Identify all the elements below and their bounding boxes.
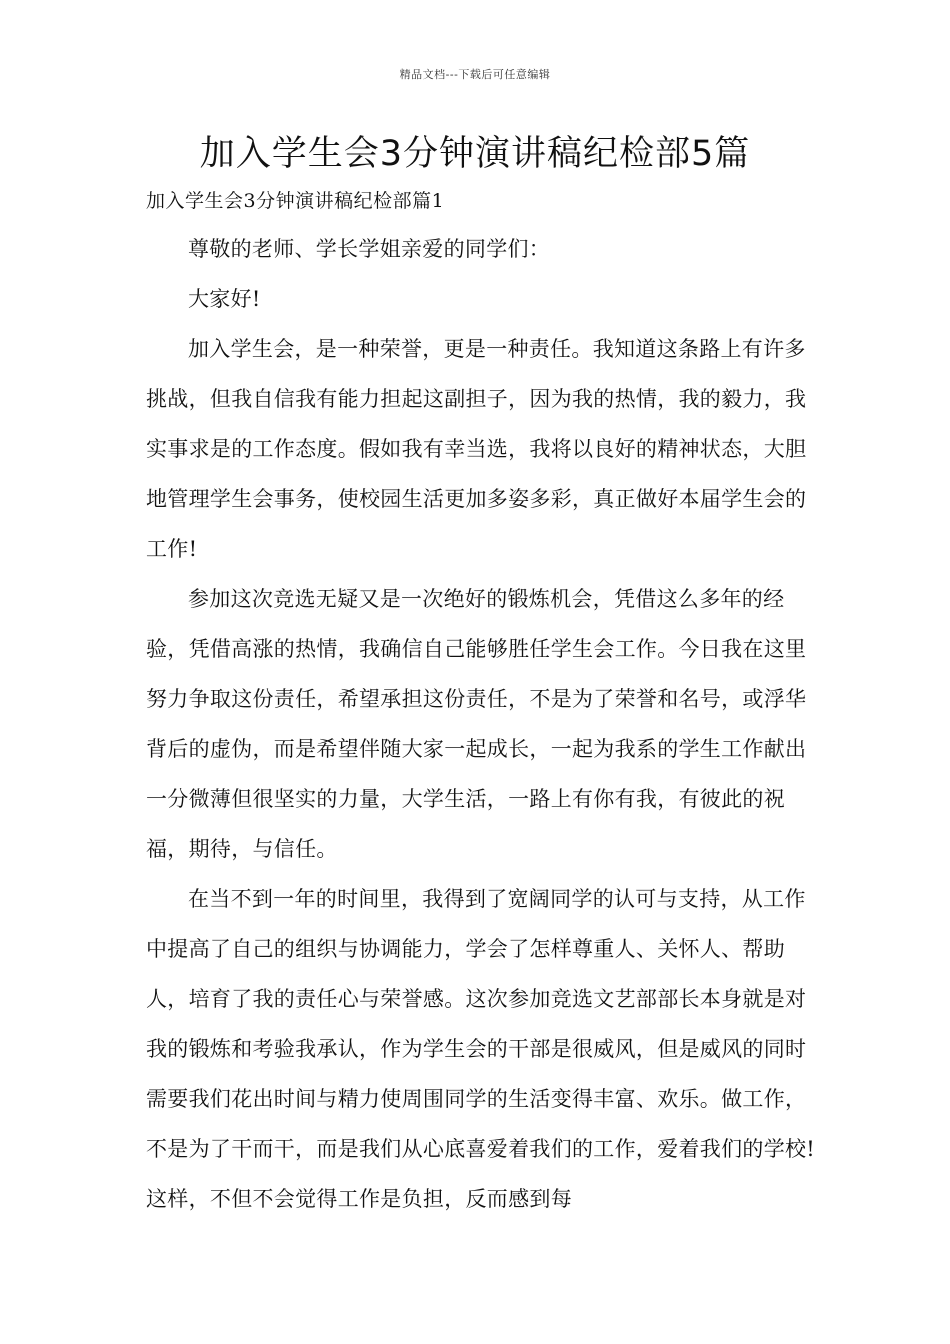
document-title: 加入学生会3分钟演讲稿纪检部5篇	[199, 134, 751, 174]
paragraph-3: 在当不到一年的时间里，我得到了宽阔同学的认可与支持，从工作中提高了自己的组织与协调能力，学会了怎样尊重人、关怀人、帮助人，培育了我的责任心与荣誉感。这次参加竞选文艺部部长本身就是对我的锻炼和考验我承认，作为学生会的干部是很威风，但是威风的同时需要我们花出时间与精力使周围同学的生活变得丰富、欢乐。做工作，不是为了干而干，而是我们从心底喜爱着我们的工作，爱着我们的学校!这样，不但不会觉得工作是负担，反而感到每	[146, 887, 816, 1211]
paragraph-2: 参加这次竞选无疑又是一次绝好的锻炼机会，凭借这么多年的经验，凭借高涨的热情，我确信自己能够胜任学生会工作。今日我在这里努力争取这份责任，希望承担这份责任，不是为了荣誉和名号，或浮华背后的虚伪，而是希望伴随大家一起成长，一起为我系的学生工作献出一分微薄但很坚实的力量，大学生活，一路上有你有我，有彼此的祝福，期待，与信任。	[146, 587, 807, 861]
document-body	[146, 224, 826, 1224]
paragraph-greeting: 尊敬的老师、学长学姐亲爱的同学们：	[188, 237, 551, 261]
paragraph-hello: 大家好!	[188, 287, 261, 311]
document-subtitle: 加入学生会3分钟演讲稿纪检部篇1	[146, 190, 445, 212]
header-note: 精品文档---下载后可任意编辑	[399, 68, 551, 81]
paragraph-1: 加入学生会，是一种荣誉，更是一种责任。我知道这条路上有许多挑战，但我自信我有能力担起这副担子，因为我的热情，我的毅力，我实事求是的工作态度。假如我有幸当选，我将以良好的精神状态，大胆地管理学生会事务，使校园生活更加多姿多彩，真正做好本届学生会的工作!	[146, 337, 807, 561]
